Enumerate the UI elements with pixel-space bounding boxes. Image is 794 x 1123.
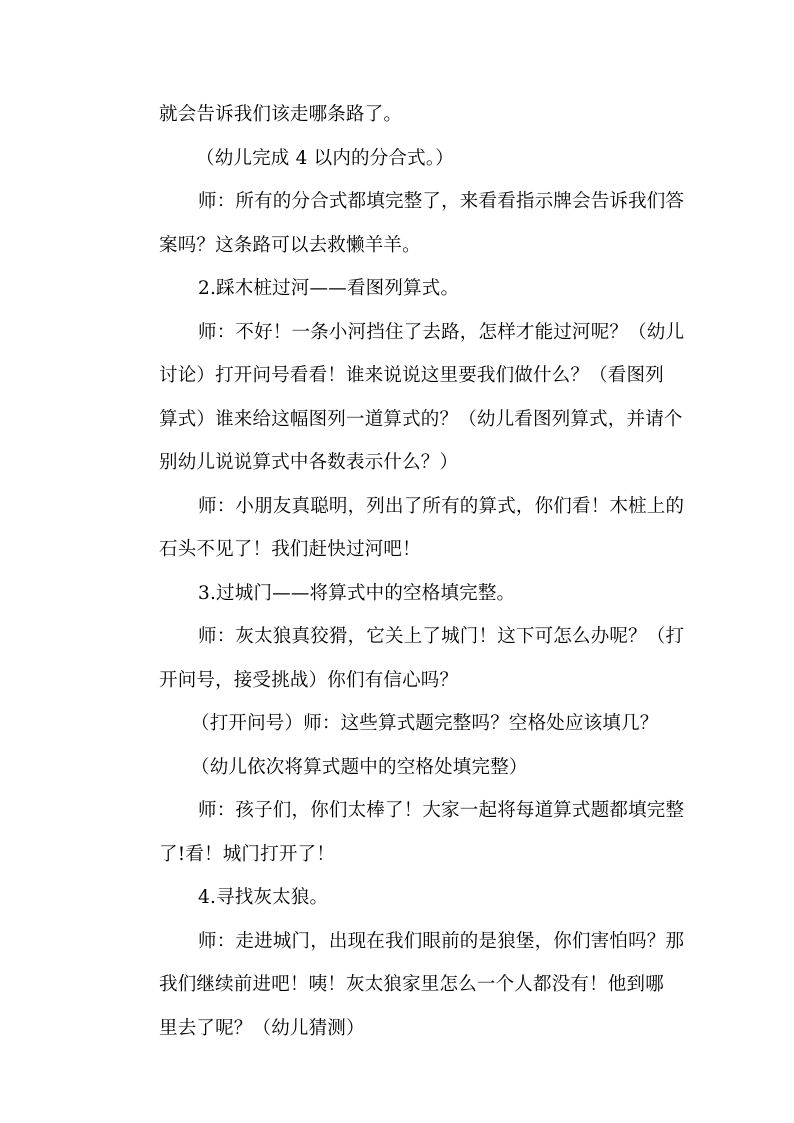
text-line: 师：所有的分合式都填完整了，来看看指示牌会告诉我们答: [198, 191, 685, 212]
text-line: 师：孩子们，你们太棒了！大家一起将每道算式题都填完整: [198, 800, 685, 821]
text-line: （幼儿依次将算式题中的空格处填完整）: [191, 757, 528, 778]
text-line: 算式）谁来给这幅图列一道算式的？（幼儿看图列算式，并请个: [159, 409, 683, 430]
text-line: 师：灰太狼真狡猾，它关上了城门！这下可怎么办呢？（打: [198, 626, 685, 647]
text-line: 别幼儿说说算式中各数表示什么？）: [159, 452, 459, 473]
text-line: 石头不见了！我们赶快过河吧！: [159, 539, 421, 560]
text-line: 我们继续前进吧！咦！灰太狼家里怎么一个人都没有！他到哪: [159, 974, 664, 995]
text-line: 师：不好！一条小河挡住了去路，怎样才能过河呢？（幼儿: [198, 322, 685, 343]
text-line: 案吗？这条路可以去救懒羊羊。: [159, 235, 421, 256]
text-line: 里去了呢？（幼儿猜测）: [159, 1018, 365, 1039]
text-line: 师：走进城门，出现在我们眼前的是狼堡，你们害怕吗？那: [198, 931, 685, 952]
text-line: （幼儿完成 4 以内的分合式。）: [196, 148, 454, 169]
section-heading: 3.过城门——将算式中的空格填完整。: [198, 583, 516, 604]
text-line: 了!看！城门打开了！: [159, 844, 335, 865]
section-heading: 4.寻找灰太狼。: [198, 887, 329, 908]
text-line: 师：小朋友真聪明，列出了所有的算式，你们看！木桩上的: [198, 496, 685, 517]
text-line: （打开问号）师：这些算式题完整吗？空格处应该填几？: [191, 713, 659, 734]
text-line: 就会告诉我们该走哪条路了。: [159, 104, 403, 125]
text-line: 讨论）打开问号看看！谁来说说这里要我们做什么？（看图列: [159, 365, 664, 386]
text-line: 开问号，接受挑战）你们有信心吗？: [159, 670, 459, 691]
section-heading: 2.踩木桩过河——看图列算式。: [198, 278, 460, 299]
